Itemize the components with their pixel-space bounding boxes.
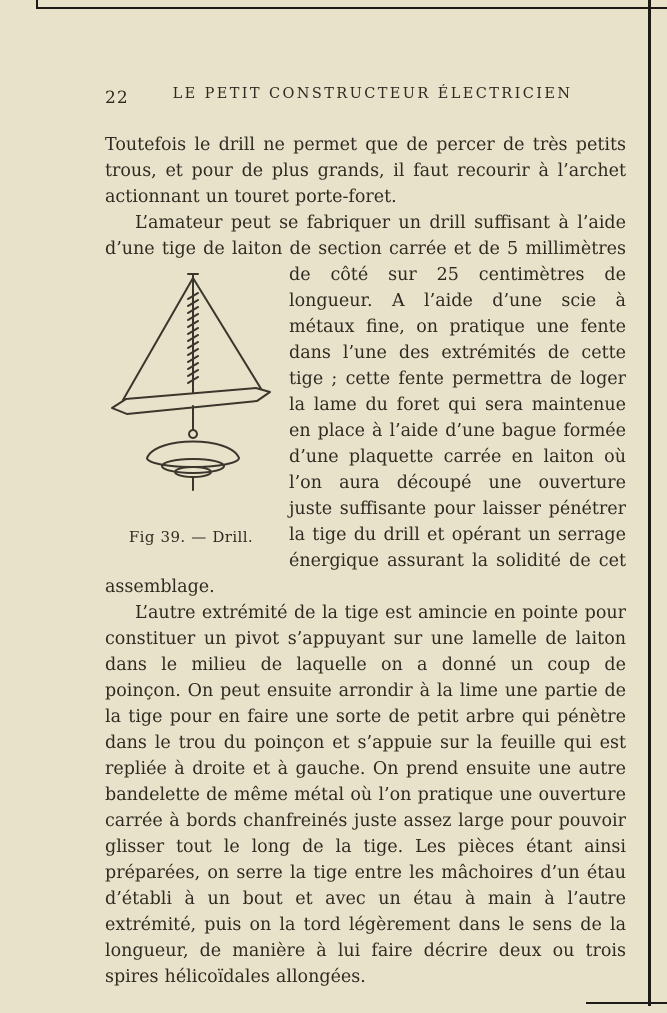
figure-caption: Fig 39. — Drill. xyxy=(128,528,254,546)
running-title: LE PETIT CONSTRUCTEUR ÉLECTRICIEN xyxy=(172,86,573,102)
figure-39 xyxy=(105,266,277,550)
page-content xyxy=(105,86,626,990)
drill-illustration xyxy=(106,266,276,516)
page-edge-top xyxy=(36,7,667,9)
paragraph-2 xyxy=(105,210,626,600)
paragraph-2-after-figure: de côté sur 25 centimètres de longueur. A l’aide d’une scie à métaux fine, on pratique une fente dans l’une des extrémités de cette tige ; cette fente permettra de loger la lame du foret qui sera maintenue en place à l’aide d’une bague formée d’une plaquette carrée en laiton où l’on aura découpé une ouverture juste suffisante pour laisser pénétrer la tige du drill et opérant un serrage énergique assurant la solidité de cet assemblage. xyxy=(105,265,626,597)
page-edge-bottom xyxy=(586,1002,667,1004)
page-header xyxy=(105,86,626,112)
paragraph-3: L’autre extrémité de la tige est amincie en pointe pour constituer un pivot s’appuyant sur une lamelle de laiton dans le milieu de laquelle on a donné un coup de poinçon. On peut ensuite arrondir à la lime une partie de la tige pour en faire une sorte de petit arbre qui pénètre dans le trou du poinçon et s’appuie sur la feuille qui est repliée à droite et à gauche. On prend ensuite une autre bandelette de même métal où l’on pratique une ouverture carrée à bords chanfreinés juste assez large pour pouvoir glisser tout le long de la tige. Les pièces étant ainsi préparées, on serre la tige entre les mâchoires d’un étau d’établi à un bout et avec un étau à main à l’autre extrémité, puis on la tord légèrement dans le sens de la longueur, de manière à lui faire décrire deux ou trois spires hélicoïdales allongées. xyxy=(105,603,626,987)
paragraph-1: Toutefois le drill ne permet que de percer de très petits trous, et pour de plus grands, il faut recourir à l’archet actionnant un touret porte-foret. xyxy=(105,135,626,207)
paragraph-2-before-figure: L’amateur peut se fabriquer un drill suffisant à l’aide d’une tige de laiton de section carrée et de 5 millimètres xyxy=(105,213,626,259)
page-edge-right xyxy=(648,0,651,1006)
page-number: 22 xyxy=(105,88,129,108)
